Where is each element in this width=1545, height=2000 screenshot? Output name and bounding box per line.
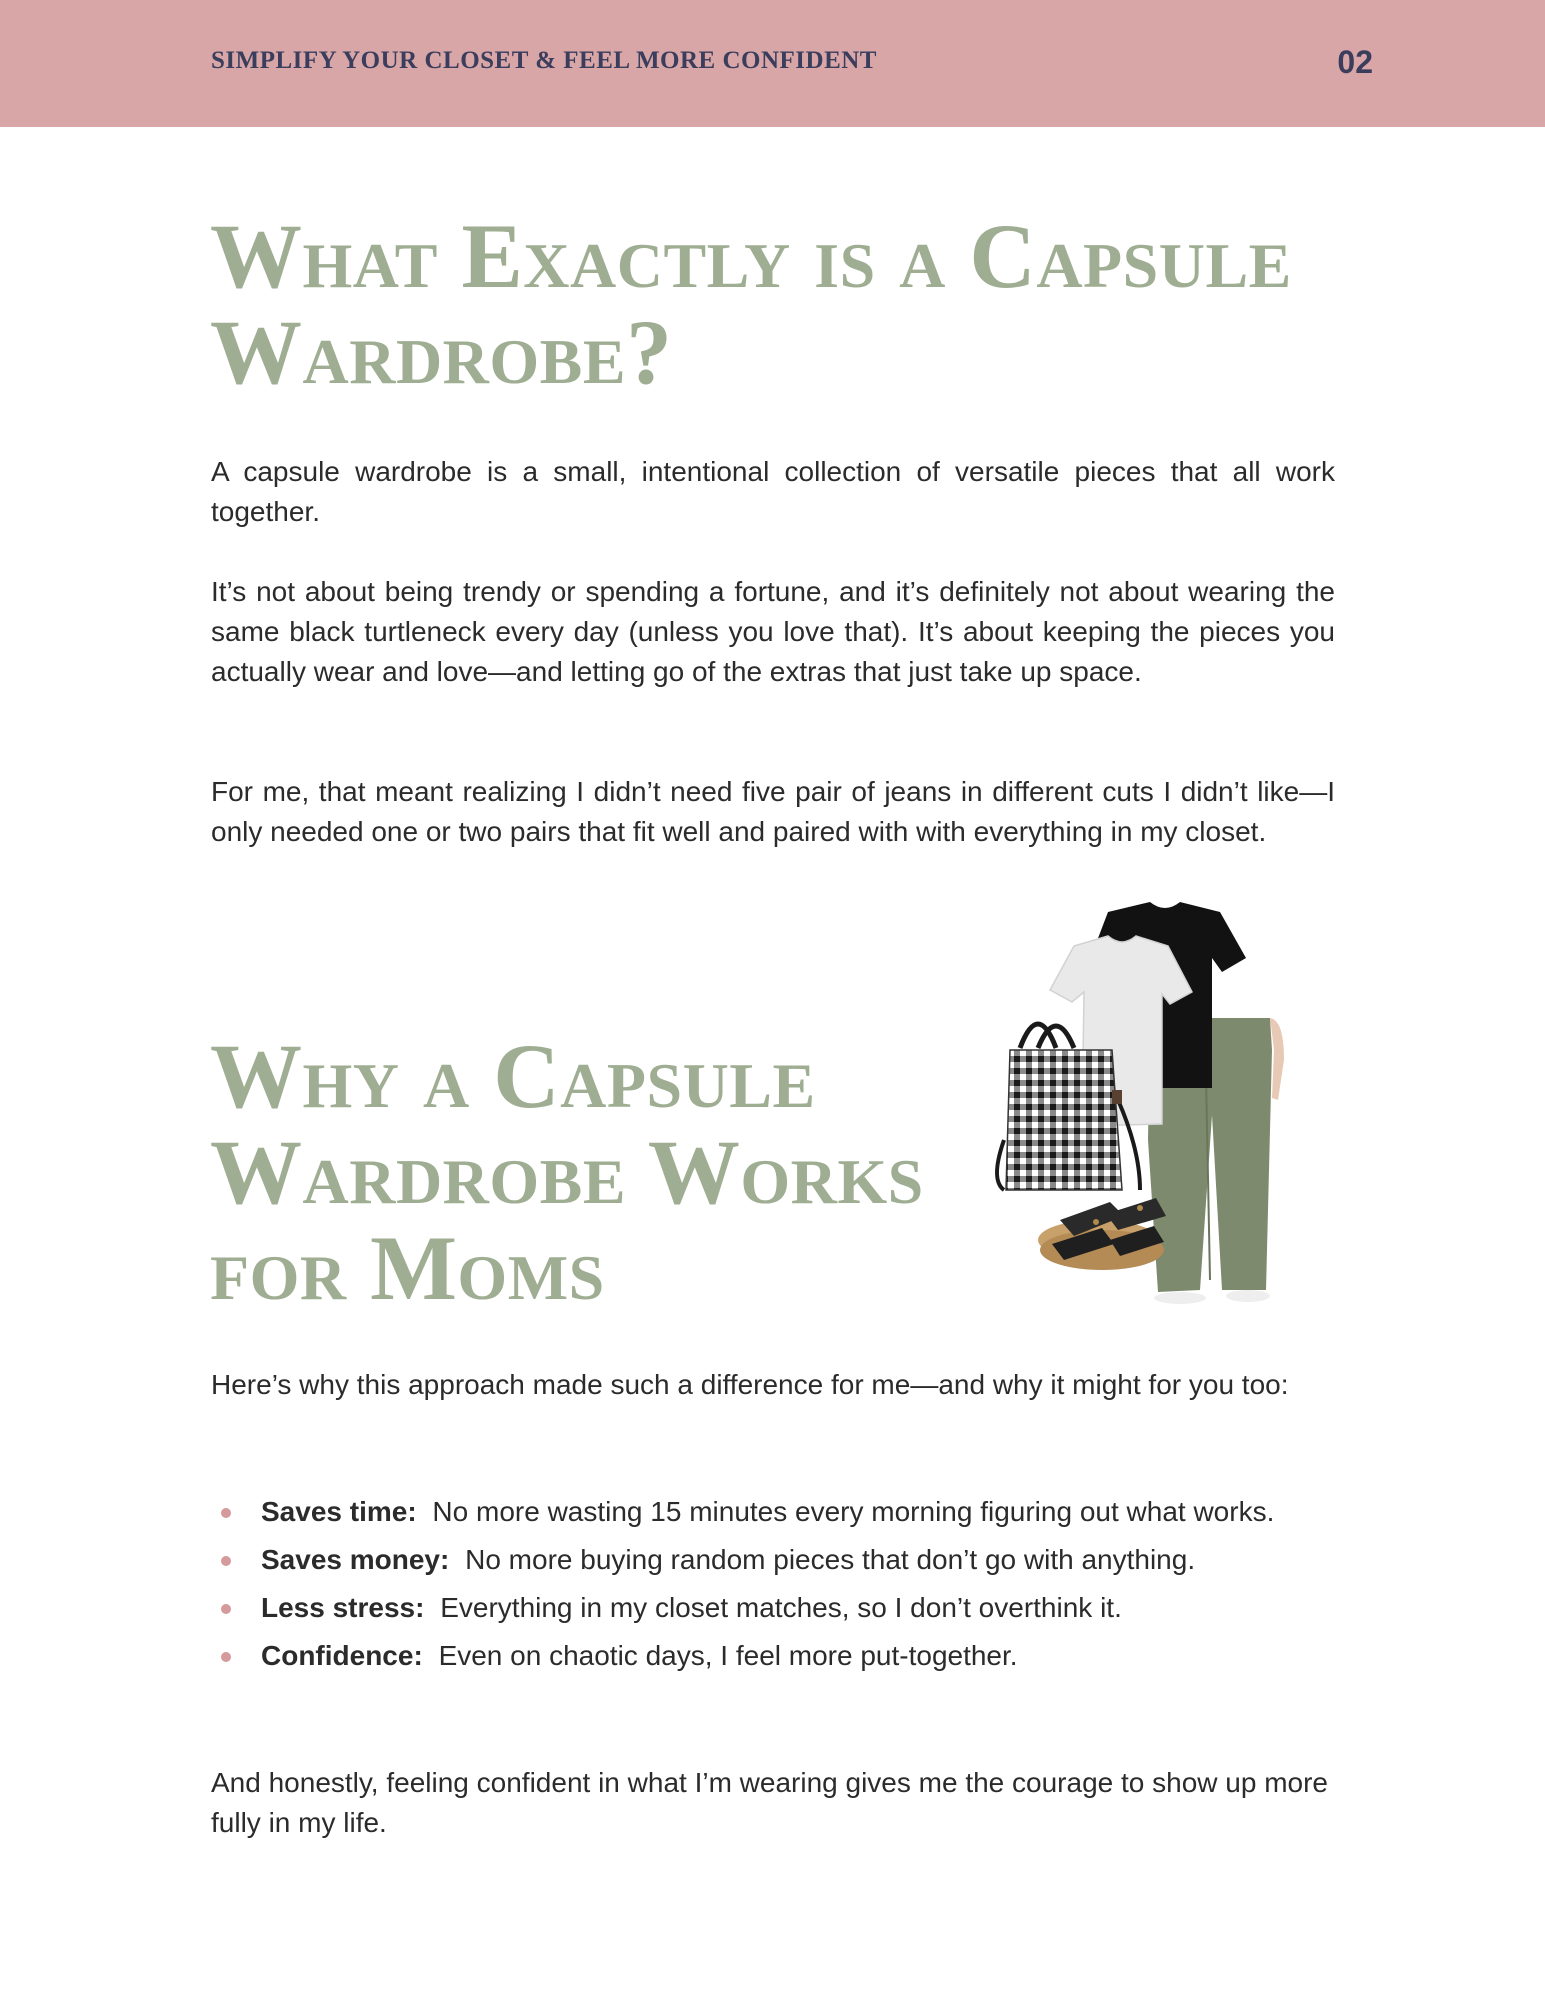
sandals-icon <box>1038 1198 1166 1270</box>
outfit-illustration <box>990 900 1320 1310</box>
header-band <box>0 0 1545 127</box>
paragraph-why-intro: Here’s why this approach made such a difference for me—and why it might for you too: <box>211 1369 1289 1400</box>
benefit-term: Saves money: <box>261 1544 450 1575</box>
page-number: 02 <box>1337 44 1373 80</box>
paragraph-definition: A capsule wardrobe is a small, intentional collection of versatile pieces that all work together. <box>211 456 1335 527</box>
paragraph-personal: For me, that meant realizing I didn’t need five pair of jeans in different cuts I didn’t like—I only needed one or two pairs that fit well and paired with with everything in my closet. <box>211 776 1335 847</box>
bullet-icon <box>221 1556 231 1566</box>
bullet-icon <box>221 1652 231 1662</box>
list-item <box>211 1488 1335 1536</box>
bullet-icon <box>221 1604 231 1614</box>
benefit-text: No more wasting 15 minutes every morning figuring out what works. <box>432 1496 1275 1527</box>
header-title: SIMPLIFY YOUR CLOSET & FEEL MORE CONFIDENT <box>211 47 877 74</box>
benefit-term: Less stress: <box>261 1592 425 1623</box>
paragraph-not-about: It’s not about being trendy or spending a fortune, and it’s definitely not about wearing the same black turtleneck every day (unless you love that). It’s about keeping the pieces you actually wear and love—and letting go of the extras that just take up space. <box>211 576 1335 687</box>
section-heading-what-is: What Exactly is a Capsule Wardrobe? <box>210 205 1292 403</box>
benefit-text: Everything in my closet matches, so I don’t overthink it. <box>440 1592 1122 1623</box>
benefit-text: No more buying random pieces that don’t go with anything. <box>465 1544 1196 1575</box>
paragraph-closing: And honestly, feeling confident in what I’m wearing gives me the courage to show up more fully in my life. <box>211 1767 1328 1838</box>
benefits-list <box>211 1488 1335 1680</box>
list-item <box>211 1584 1335 1632</box>
benefit-term: Saves time: <box>261 1496 417 1527</box>
list-item <box>211 1632 1335 1680</box>
benefit-term: Confidence: <box>261 1640 423 1671</box>
bullet-icon <box>221 1508 231 1518</box>
benefit-text: Even on chaotic days, I feel more put-together. <box>438 1640 1018 1671</box>
section-heading-why-moms: Why a Capsule Wardrobe Works for Moms <box>210 1025 924 1319</box>
list-item <box>211 1536 1335 1584</box>
